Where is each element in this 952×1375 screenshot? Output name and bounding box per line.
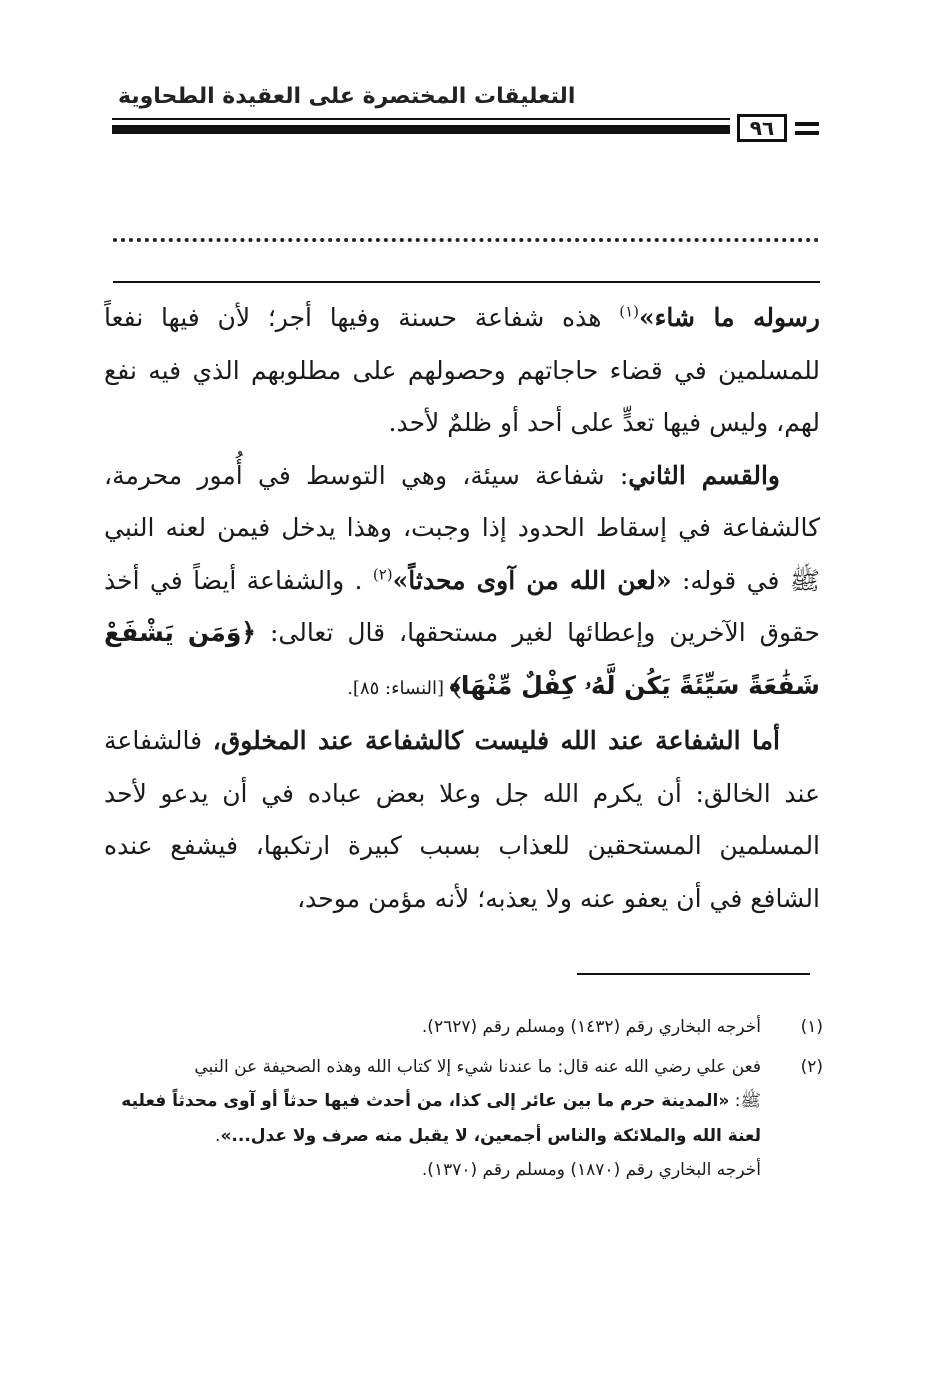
hadith-quote: «المدينة حرم ما بين عائر إلى كذا، من أحدث فيها حدثاً أو آوى محدثاً فعليه	[121, 1091, 730, 1111]
hadith-quote: لعنة الله والملائكة والناس أجمعين، لا يقبل منه صرف ولا عدل...»	[220, 1125, 761, 1146]
header-ornament-tick	[795, 122, 819, 126]
paragraph-3: أما الشفاعة عند الله فليست كالشفاعة عند المخلوق، فالشفاعة عند الخالق: أن يكرم الله جل وعلا بعض عباده في أن يدعو لأحد المسلمين المستحقين للعذاب بسبب كبيرة ارتكبها، فيشفع عنده الشافع في أن يعفو عنه ولا يعذبه؛ لأنه مؤمن موحد،	[104, 726, 821, 913]
footnote-2: (٢) فعن علي رضي الله عنه قال: ما عندنا شيء إلا كتاب الله وهذه الصحيفة عن النبي ﷺ: «المدينة حرم ما بين عائر إلى كذا، من أحدث فيها حدثاً أو آوى محدثاً فعليه لعنة الله والملائكة والناس أجمعين، لا يقبل منه صرف ولا عدل...». أخرجه البخاري رقم (١٨٧٠) ومسلم رقم (١٣٧٠).	[100, 1050, 825, 1188]
footnote-number: (٢)	[800, 1056, 823, 1077]
footnote-1: (١) أخرجه البخاري رقم (١٤٣٢) ومسلم رقم (٢٦٢٧).	[100, 1010, 825, 1045]
text-bold: رسوله ما شاء»	[639, 303, 820, 332]
quran-verse: يَشْفَعْ شَفَٰعَةً سَيِّئَةً يَكُن لَّهُۥ كِفْلٌ مِّنْهَا﴾	[104, 618, 820, 700]
main-text	[104, 292, 820, 925]
footnote-number: (١)	[800, 1017, 823, 1037]
verse-reference: [النساء: ٨٥].	[347, 677, 450, 699]
footnote-ref-2: (٢)	[372, 565, 393, 584]
page-number: ٩٦	[737, 114, 787, 142]
header-ornament-tick	[795, 131, 819, 135]
running-title: التعليقات المختصرة على العقيدة الطحاوية	[118, 84, 576, 109]
continuation-dotted-line	[113, 238, 819, 242]
paragraph-1: رسوله ما شاء»$^{(١)}$ هذه شفاعة حسنة وفيها أجر؛ لأن فيها نفعاً للمسلمين في قضاء حاجاتهم وحصولهم على مطلوبهم الذي فيه نفع لهم، وليس فيها تعدٍّ على أحد أو ظلمٌ لأحد.	[104, 302, 820, 437]
footnotes	[100, 1010, 825, 1188]
paragraph-2: والقسم الثاني: شفاعة سيئة، وهي التوسط في أُمور محرمة، كالشفاعة في إسقاط الحدود إذا وجبت، وهذا يدخل فيمن لعنه النبي ﷺ في قوله: «لعن الله من آوى محدثاً»$^{(٢)}$ . والشفاعة أيضاً في أخذ حقوق الآخرين وإعطائها لغير مستحقها، قال تعالى: ﴿وَمَن يَشْفَعْ شَفَٰعَةً سَيِّئَةً يَكُن لَّهُۥ كِفْلٌ مِّنْهَا﴾ [النساء: ٨٥].	[104, 460, 820, 700]
header-rule-thick	[112, 125, 730, 134]
hadith-quote: «لعن الله من آوى محدثاً»	[392, 565, 672, 595]
header-rule-thin	[112, 118, 730, 120]
text-bold: أما الشفاعة عند الله فليست كالشفاعة عند المخلوق،	[212, 726, 780, 755]
footnote-separator	[577, 973, 810, 975]
section-rule	[113, 281, 820, 283]
footnote-ref-1: (١)	[619, 302, 640, 321]
quran-verse: ﴿وَمَن	[187, 618, 257, 647]
text-bold: والقسم الثاني	[628, 460, 780, 490]
